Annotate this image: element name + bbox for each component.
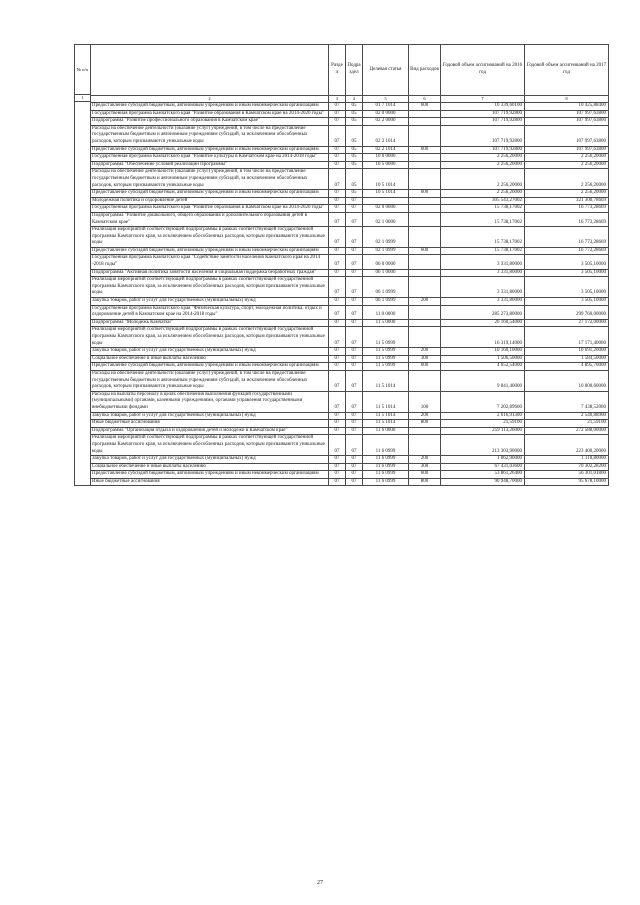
row-amount-2016: 15 738,17002 xyxy=(441,247,525,255)
row-subsection: 07 xyxy=(346,227,363,248)
table-row xyxy=(91,205,609,213)
row-section: 07 xyxy=(329,298,346,306)
row-subsection: 07 xyxy=(346,298,363,306)
row-expense-type xyxy=(409,319,441,327)
row-amount-2017: 321 300,78669 xyxy=(525,197,609,205)
row-amount-2016: 2 256,20000 xyxy=(441,161,525,169)
row-section: 07 xyxy=(329,125,346,146)
row-expense-type xyxy=(409,161,441,169)
table-row xyxy=(91,478,609,486)
row-amount-2016: 10 339,60100 xyxy=(441,103,525,111)
row-article: 10 5 1014 xyxy=(363,190,409,198)
row-article: 11 6 0999 xyxy=(363,471,409,479)
row-name: Подпрограмма "Молодежь Камчатки" xyxy=(91,319,329,327)
row-name: Государственная программа Камчатского края "Развитие культуры в Камчатском крае на 2014-2018 годы" xyxy=(91,154,329,162)
row-section: 07 xyxy=(329,190,346,198)
table-row xyxy=(91,161,609,169)
row-expense-type xyxy=(409,212,441,226)
row-expense-type: 800 xyxy=(409,478,441,486)
row-amount-2017: 7 438,52000 xyxy=(525,391,609,412)
row-name: Иные бюджетные ассигнования xyxy=(91,478,329,486)
row-section: 07 xyxy=(329,169,346,190)
row-name: Иные бюджетные ассигнования xyxy=(91,420,329,428)
row-name: Закупка товаров, работ и услуг для государственных (муниципальных) нужд xyxy=(91,456,329,464)
row-amount-2016: 213 303,90000 xyxy=(441,435,525,456)
table-header-row xyxy=(91,45,609,96)
row-subsection: 07 xyxy=(346,212,363,226)
row-subsection: 07 xyxy=(346,427,363,435)
row-amount-2016: 107 719,92800 xyxy=(441,110,525,118)
column-number-1: 1 xyxy=(75,95,90,102)
table-row xyxy=(91,118,609,126)
row-expense-type xyxy=(409,305,441,319)
table-row xyxy=(91,463,609,471)
row-article: 11 5 1014 xyxy=(363,391,409,412)
row-amount-2017: 95 678,10000 xyxy=(525,478,609,486)
table-row xyxy=(91,125,609,146)
row-expense-type: 200 xyxy=(409,456,441,464)
row-amount-2016: 90 948,70000 xyxy=(441,478,525,486)
table-row xyxy=(91,348,609,356)
row-article: 11 5 0000 xyxy=(363,319,409,327)
row-amount-2017: 2 256,20000 xyxy=(525,161,609,169)
row-section: 07 xyxy=(329,319,346,327)
row-section: 07 xyxy=(329,255,346,269)
row-expense-type xyxy=(409,118,441,126)
row-subsection: 05 xyxy=(346,110,363,118)
row-name: Реализация мероприятий соответствующей подпрограммы в рамках соответствующей государственной программы Камчатского края, за исключением обособленных расходов, которым присваиваются уникальные коды xyxy=(91,327,329,348)
row-article: 11 5 1014 xyxy=(363,370,409,391)
row-article: 06 0 0000 xyxy=(363,255,409,269)
row-expense-type: 600 xyxy=(409,190,441,198)
row-section: 07 xyxy=(329,327,346,348)
row-amount-2016: 15 738,17002 xyxy=(441,212,525,226)
row-article: 11 5 0999 xyxy=(363,355,409,363)
row-name: Государственная программа Камчатского края "Физическая культура, спорт, молодежная политика, отдых и оздоровление детей в Камчатском крае на 2014-2018 годы" xyxy=(91,305,329,319)
row-amount-2016: 1 062,90000 xyxy=(441,456,525,464)
row-amount-2017: 3 505,10000 xyxy=(525,255,609,269)
header-2016: Годовой объем ассигнований на 2016 год xyxy=(441,45,525,96)
row-name: Молодежная политика и оздоровление детей xyxy=(91,197,329,205)
row-article: 11 5 0999 xyxy=(363,348,409,356)
row-amount-2017: 56 301,01800 xyxy=(525,471,609,479)
row-subsection: 07 xyxy=(346,435,363,456)
row-expense-type: 600 xyxy=(409,363,441,371)
row-subsection: 07 xyxy=(346,247,363,255)
row-article: 11 5 0999 xyxy=(363,363,409,371)
row-name: Расходы на обеспечение деятельности (оказание услуг) учреждений, в том числе на предоставление государственным бюджетным и автономным учреждениям субсидий, за исключением обособленных расходов, которым присваиваются уникальные коды xyxy=(91,125,329,146)
row-section: 07 xyxy=(329,161,346,169)
row-subsection: 07 xyxy=(346,420,363,428)
row-name: Предоставление субсидий бюджетным, автономным учреждениям и иным некоммерческим организациям xyxy=(91,103,329,111)
row-expense-type xyxy=(409,205,441,213)
row-amount-2016: 53 861,26400 xyxy=(441,471,525,479)
row-subsection: 07 xyxy=(346,363,363,371)
table-row xyxy=(91,435,609,456)
header-section: Раздел xyxy=(329,45,346,96)
row-subsection: 05 xyxy=(346,161,363,169)
header-row-number: № п/п xyxy=(74,44,90,95)
column-number-5: 5 xyxy=(363,96,409,103)
row-number-column xyxy=(74,95,90,486)
row-amount-2016: 4 652,54000 xyxy=(441,363,525,371)
table-row xyxy=(91,298,609,306)
table-row xyxy=(91,269,609,277)
row-section: 07 xyxy=(329,118,346,126)
row-name: Закупка товаров, работ и услуг для государственных (муниципальных) нужд xyxy=(91,412,329,420)
row-amount-2017: 16 773,28669 xyxy=(525,227,609,248)
row-name: Социальное обеспечение и иные выплаты населению xyxy=(91,463,329,471)
row-section: 07 xyxy=(329,463,346,471)
row-amount-2017: 299 760,00000 xyxy=(525,305,609,319)
table-row xyxy=(91,355,609,363)
row-section: 07 xyxy=(329,146,346,154)
row-subsection: 05 xyxy=(346,118,363,126)
table-row xyxy=(91,471,609,479)
row-subsection: 05 xyxy=(346,169,363,190)
table-row xyxy=(91,327,609,348)
table-row xyxy=(91,146,609,154)
row-section: 07 xyxy=(329,197,346,205)
row-section: 07 xyxy=(329,420,346,428)
row-section: 07 xyxy=(329,478,346,486)
row-subsection: 07 xyxy=(346,197,363,205)
row-article: 02 1 0999 xyxy=(363,227,409,248)
row-amount-2016: 107 719,92800 xyxy=(441,146,525,154)
row-expense-type: 200 xyxy=(409,298,441,306)
table-row xyxy=(91,363,609,371)
row-amount-2017: 2 256,20000 xyxy=(525,154,609,162)
row-section: 07 xyxy=(329,412,346,420)
table-row xyxy=(91,370,609,391)
row-amount-2016: 259 113,26000 xyxy=(441,427,525,435)
row-amount-2017: 4 895,70000 xyxy=(525,363,609,371)
table-row xyxy=(91,154,609,162)
row-name: Закупка товаров, работ и услуг для государственных (муниципальных) нужд xyxy=(91,298,329,306)
row-amount-2017: 10 425,88400 xyxy=(525,103,609,111)
row-amount-2016: 67 431,03600 xyxy=(441,463,525,471)
row-subsection: 05 xyxy=(346,190,363,198)
row-amount-2016: 10 160,10000 xyxy=(441,348,525,356)
row-amount-2016: 107 719,92800 xyxy=(441,125,525,146)
row-name: Предоставление субсидий бюджетным, автономным учреждениям и иным некоммерческим организациям xyxy=(91,471,329,479)
row-article: 11 5 1014 xyxy=(363,412,409,420)
row-name: Подпрограмма "Обеспечение условий реализации Программы" xyxy=(91,161,329,169)
row-article: 11 6 0999 xyxy=(363,456,409,464)
row-section: 07 xyxy=(329,154,346,162)
table-row xyxy=(91,255,609,269)
row-amount-2016: 26 160,54000 xyxy=(441,319,525,327)
row-expense-type: 600 xyxy=(409,471,441,479)
row-name: Подпрограмма "Организация отдыха и оздоровления детей и молодежи в Камчатском крае" xyxy=(91,427,329,435)
row-article: 02 0 0000 xyxy=(363,110,409,118)
row-article: 02 2 1014 xyxy=(363,146,409,154)
table-row xyxy=(91,319,609,327)
row-name: Предоставление субсидий бюджетным, автономным учреждениям и иным некоммерческим организациям xyxy=(91,146,329,154)
row-name: Государственная программа Камчатского края "Содействие занятости населения Камчатского края на 2014 -2018 годы" xyxy=(91,255,329,269)
row-amount-2016: 15 738,17002 xyxy=(441,205,525,213)
row-expense-type: 300 xyxy=(409,463,441,471)
row-subsection: 07 xyxy=(346,478,363,486)
row-name: Подпрограмма "Развитие профессионального образования в Камчатском крае" xyxy=(91,118,329,126)
table-row xyxy=(91,412,609,420)
row-expense-type xyxy=(409,269,441,277)
budget-table xyxy=(90,44,609,486)
row-name: Реализация мероприятий соответствующей подпрограммы в рамках соответствующей государственной программы Камчатского края, за исключением обособленных расходов, которым присваиваются уникальные коды xyxy=(91,277,329,298)
row-expense-type xyxy=(409,427,441,435)
row-section: 07 xyxy=(329,205,346,213)
row-section: 07 xyxy=(329,227,346,248)
row-amount-2016: 15 738,17002 xyxy=(441,227,525,248)
column-number-4: 4 xyxy=(346,96,363,103)
row-amount-2017: 16 773,28669 xyxy=(525,247,609,255)
row-subsection: 07 xyxy=(346,255,363,269)
row-amount-2016: 3 331,80000 xyxy=(441,298,525,306)
row-subsection: 05 xyxy=(346,154,363,162)
row-subsection: 07 xyxy=(346,412,363,420)
row-article: 02 2 0000 xyxy=(363,118,409,126)
row-article: 11 5 1014 xyxy=(363,420,409,428)
row-amount-2017: 272 588,00000 xyxy=(525,427,609,435)
row-subsection: 07 xyxy=(346,205,363,213)
header-article: Целевая статья xyxy=(363,45,409,96)
row-amount-2017: 107 997,63800 xyxy=(525,125,609,146)
row-name: Расходы на обеспечение деятельности (оказание услуг) учреждений, в том числе на предоставление государственным бюджетным и автономным учреждениям субсидий, за исключением обособленных расходов, которым присваиваются уникальные коды xyxy=(91,370,329,391)
table-row xyxy=(91,427,609,435)
row-expense-type: 100 xyxy=(409,391,441,412)
column-number-2: 2 xyxy=(91,96,329,103)
row-amount-2017: 3 505,10000 xyxy=(525,277,609,298)
row-expense-type xyxy=(409,277,441,298)
row-amount-2017: 107 997,63800 xyxy=(525,118,609,126)
row-section: 07 xyxy=(329,435,346,456)
row-amount-2016: 7 202,89600 xyxy=(441,391,525,412)
row-name: Реализация мероприятий соответствующей подпрограммы в рамках соответствующей государственной программы Камчатского края, за исключением обособленных расходов, которым присваиваются уникальные коды xyxy=(91,227,329,248)
row-section: 07 xyxy=(329,355,346,363)
row-amount-2017: 223 400,20000 xyxy=(525,435,609,456)
row-subsection: 07 xyxy=(346,355,363,363)
row-article: 06 1 0999 xyxy=(363,277,409,298)
row-amount-2016: 107 719,92800 xyxy=(441,118,525,126)
row-subsection: 07 xyxy=(346,277,363,298)
row-article: 02 2 1014 xyxy=(363,125,409,146)
row-article: 01 7 1014 xyxy=(363,103,409,111)
table-row xyxy=(91,305,609,319)
row-amount-2017: 21,59100 xyxy=(525,420,609,428)
row-amount-2016: 16 319,14000 xyxy=(441,327,525,348)
row-article: 11 5 0999 xyxy=(363,327,409,348)
row-name: Предоставление субсидий бюджетным, автономным учреждениям и иным некоммерческим организациям xyxy=(91,363,329,371)
table-row xyxy=(91,456,609,464)
row-subsection: 05 xyxy=(346,146,363,154)
row-subsection: 07 xyxy=(346,305,363,319)
header-subsection: Подраздел xyxy=(346,45,363,96)
row-section: 07 xyxy=(329,363,346,371)
row-article: 10 0 0000 xyxy=(363,154,409,162)
row-section: 07 xyxy=(329,110,346,118)
row-section: 07 xyxy=(329,305,346,319)
row-subsection: 07 xyxy=(346,348,363,356)
page-number: 27 xyxy=(317,880,323,886)
row-article: 11 6 0999 xyxy=(363,463,409,471)
row-name: Государственная программа Камчатского края "Развитие образования в Камчатском крае на 2014-2020 годы" xyxy=(91,205,329,213)
row-expense-type xyxy=(409,154,441,162)
row-amount-2016: 3 331,80000 xyxy=(441,277,525,298)
row-subsection: 07 xyxy=(346,463,363,471)
row-amount-2017: 27 172,00000 xyxy=(525,319,609,327)
row-section: 07 xyxy=(329,277,346,298)
row-name: Закупка товаров, работ и услуг для государственных (муниципальных) нужд xyxy=(91,348,329,356)
row-amount-2016: 9 841,40000 xyxy=(441,370,525,391)
row-expense-type xyxy=(409,110,441,118)
row-amount-2017: 1 118,80000 xyxy=(525,456,609,464)
table-row xyxy=(91,391,609,412)
row-amount-2017: 10 691,20000 xyxy=(525,348,609,356)
row-section: 07 xyxy=(329,247,346,255)
row-name: Государственная программа Камчатского края "Развитие образования в Камчатском крае на 2014-2020 годы" xyxy=(91,110,329,118)
column-number-8: 8 xyxy=(525,96,609,103)
row-amount-2016: 305 543,27002 xyxy=(441,197,525,205)
table-row xyxy=(91,227,609,248)
header-2017: Годовой объем ассигнований на 2017 год xyxy=(525,45,609,96)
row-name: Предоставление субсидий бюджетным, автономным учреждениям и иным некоммерческим организациям xyxy=(91,247,329,255)
row-amount-2017: 16 773,28669 xyxy=(525,212,609,226)
table-row xyxy=(91,420,609,428)
row-article xyxy=(363,197,409,205)
row-amount-2016: 285 273,80000 xyxy=(441,305,525,319)
column-number-row xyxy=(91,96,609,103)
table-row xyxy=(91,247,609,255)
row-amount-2017: 17 171,40000 xyxy=(525,327,609,348)
row-expense-type: 300 xyxy=(409,355,441,363)
row-article: 11 0 0000 xyxy=(363,305,409,319)
row-amount-2017: 1 584,50000 xyxy=(525,355,609,363)
row-amount-2016: 21,59100 xyxy=(441,420,525,428)
row-expense-type: 200 xyxy=(409,348,441,356)
row-amount-2016: 3 331,80000 xyxy=(441,269,525,277)
row-amount-2017: 16 773,28669 xyxy=(525,205,609,213)
row-expense-type xyxy=(409,370,441,391)
row-article: 06 1 0000 xyxy=(363,269,409,277)
row-amount-2017: 10 000,60000 xyxy=(525,370,609,391)
row-section: 07 xyxy=(329,269,346,277)
row-amount-2017: 2 256,20000 xyxy=(525,190,609,198)
row-amount-2017: 107 997,63800 xyxy=(525,110,609,118)
row-expense-type: 600 xyxy=(409,247,441,255)
row-expense-type: 600 xyxy=(409,146,441,154)
row-subsection: 07 xyxy=(346,391,363,412)
row-section: 07 xyxy=(329,212,346,226)
row-amount-2016: 2 256,20000 xyxy=(441,154,525,162)
table-row xyxy=(91,277,609,298)
row-subsection: 05 xyxy=(346,125,363,146)
row-section: 07 xyxy=(329,103,346,111)
row-amount-2017: 3 505,10000 xyxy=(525,298,609,306)
column-number-3: 3 xyxy=(329,96,346,103)
row-name: Социальное обеспечение и иные выплаты населению xyxy=(91,355,329,363)
row-subsection: 07 xyxy=(346,319,363,327)
row-expense-type xyxy=(409,435,441,456)
row-section: 07 xyxy=(329,456,346,464)
row-amount-2016: 2 256,20000 xyxy=(441,190,525,198)
row-expense-type xyxy=(409,125,441,146)
row-section: 07 xyxy=(329,427,346,435)
row-article: 02 1 0000 xyxy=(363,212,409,226)
row-amount-2017: 70 302,28200 xyxy=(525,463,609,471)
row-section: 07 xyxy=(329,348,346,356)
table-row xyxy=(91,212,609,226)
row-name: Расходы на обеспечение деятельности (оказание услуг) учреждений, в том числе на предоставление государственным бюджетным и автономным учреждениям субсидий, за исключением обособленных расходов, которым присваиваются уникальные коды xyxy=(91,169,329,190)
row-expense-type xyxy=(409,169,441,190)
row-amount-2017: 107 997,63800 xyxy=(525,146,609,154)
table-row xyxy=(91,169,609,190)
row-subsection: 07 xyxy=(346,471,363,479)
table-body xyxy=(91,103,609,486)
row-amount-2016: 2 256,20000 xyxy=(441,169,525,190)
column-number-7: 7 xyxy=(441,96,525,103)
table-row xyxy=(91,110,609,118)
row-amount-2017: 2 256,20000 xyxy=(525,169,609,190)
column-number-6: 6 xyxy=(409,96,441,103)
row-expense-type: 800 xyxy=(409,420,441,428)
row-expense-type xyxy=(409,327,441,348)
row-amount-2016: 3 331,80000 xyxy=(441,255,525,269)
row-subsection: 07 xyxy=(346,456,363,464)
row-expense-type xyxy=(409,197,441,205)
row-article: 11 6 0999 xyxy=(363,478,409,486)
row-article: 11 6 0999 xyxy=(363,435,409,456)
row-expense-type xyxy=(409,227,441,248)
table-row xyxy=(91,190,609,198)
row-section: 07 xyxy=(329,471,346,479)
row-name: Подпрограмма "Активная политика занятости населения и социальная поддержка безработных граждан" xyxy=(91,269,329,277)
row-subsection: 07 xyxy=(346,327,363,348)
row-amount-2017: 3 505,10000 xyxy=(525,269,609,277)
row-article: 11 6 0000 xyxy=(363,427,409,435)
header-name xyxy=(91,45,329,96)
row-article: 06 1 0999 xyxy=(363,298,409,306)
row-article: 02 0 0000 xyxy=(363,205,409,213)
row-name: Предоставление субсидий бюджетным, автономным учреждениям и иным некоммерческим организациям xyxy=(91,190,329,198)
row-expense-type xyxy=(409,255,441,269)
table-row xyxy=(91,103,609,111)
row-amount-2016: 1 506,50000 xyxy=(441,355,525,363)
row-subsection: 07 xyxy=(346,370,363,391)
row-article: 02 1 0999 xyxy=(363,247,409,255)
row-name: Реализация мероприятий соответствующей подпрограммы в рамках соответствующей государственной программы Камчатского края, за исключением обособленных расходов, которым присваиваются уникальные коды xyxy=(91,435,329,456)
row-expense-type: 200 xyxy=(409,412,441,420)
row-amount-2016: 2 616,91300 xyxy=(441,412,525,420)
header-expense-type: Вид расходов xyxy=(409,45,441,96)
row-section: 07 xyxy=(329,370,346,391)
row-subsection: 05 xyxy=(346,103,363,111)
row-expense-type: 600 xyxy=(409,103,441,111)
row-article: 10 5 1014 xyxy=(363,169,409,190)
row-section: 07 xyxy=(329,391,346,412)
row-article: 10 5 0000 xyxy=(363,161,409,169)
row-name: Расходы на выплаты персоналу в целях обеспечения выполнения функций государственными (муниципальными) органами, казенными учреждениями, органами управления государственными внебюджетными фондами xyxy=(91,391,329,412)
table-row xyxy=(91,197,609,205)
row-amount-2017: 2 540,88900 xyxy=(525,412,609,420)
row-name: Подпрограмма "Развитие дошкольного, общего образования и дополнительного образования детей в Камчатском крае" xyxy=(91,212,329,226)
row-subsection: 07 xyxy=(346,269,363,277)
